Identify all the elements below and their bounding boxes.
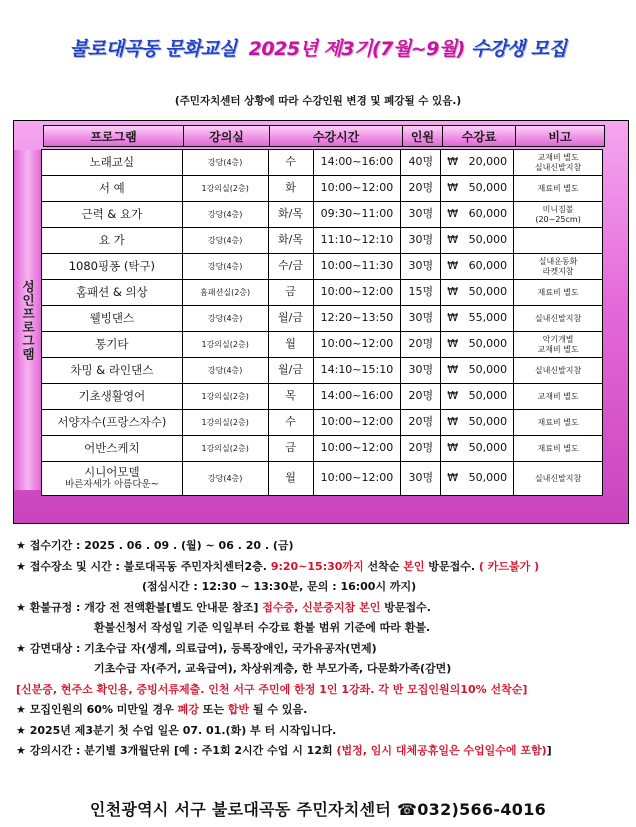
cell-program: 홈패션 & 의상: [42, 280, 183, 306]
note-line: 실내운동화: [538, 257, 578, 267]
cell-time: 10:00~12:00: [314, 332, 402, 358]
fee-currency: ₩: [447, 389, 459, 403]
table-row: [42, 358, 603, 384]
cell-time: 14:00~16:00: [314, 150, 402, 176]
cell-program: 어반스케치: [42, 436, 183, 462]
cell-program: 통기타: [42, 332, 183, 358]
cell-fee: [441, 332, 514, 358]
cell-fee: [441, 280, 514, 306]
fee-amount: 50,000: [468, 415, 508, 429]
cell-capacity: 30명: [401, 254, 441, 280]
cell-note: [514, 410, 603, 436]
info-line-discount-2: 기초수급 자(주거, 교육급여), 차상위계층, 한 부모가족, 다문화가족(감면): [94, 662, 452, 675]
cell-note: [514, 254, 603, 280]
cell-time: 10:00~12:00: [314, 436, 402, 462]
title-part-2: 2025년 제3기(7월~9월): [248, 38, 465, 60]
cell-fee: [441, 228, 514, 254]
cell-day: 월/금: [269, 358, 314, 384]
info-line-documents: [신분증, 현주소 확인용, 증빙서류제출. 인천 서구 주민에 한정 1인 1강좌. 각 반 모집인원의10% 선착순]: [16, 682, 528, 696]
fee-currency: ₩: [447, 285, 459, 299]
cell-note: [514, 306, 603, 332]
note-line: 재료비 별도: [537, 417, 579, 427]
info-line-lunch: (점심시간 : 12:30 ~ 13:30분, 문의 : 16:00시 까지): [142, 580, 417, 593]
refund-visit: 방문접수.: [384, 600, 431, 614]
fee-currency: ₩: [447, 337, 459, 351]
table-row: [42, 462, 603, 496]
note-line: 실내신발지참: [534, 473, 582, 483]
cell-time: 12:20~13:50: [314, 306, 402, 332]
place-text: ★ 접수장소 및 시간 : 불로대곡동 주민자치센터2층.: [16, 559, 267, 573]
cell-capacity: 30명: [401, 358, 441, 384]
cell-fee: [441, 306, 514, 332]
cancel-close: 폐강: [177, 703, 199, 716]
cell-note: [514, 280, 603, 306]
cell-program: 서양자수(프랑스자수): [42, 410, 183, 436]
cell-time: 10:00~12:00: [314, 280, 402, 306]
cell-room: 강당(4층): [183, 358, 269, 384]
fee-amount: 50,000: [468, 441, 508, 455]
cell-room: 강당(4층): [183, 462, 269, 496]
cell-capacity: 30명: [401, 228, 441, 254]
table-row: [42, 228, 603, 254]
cancel-text: ★ 모집인원의 60% 미만일 경우: [16, 703, 174, 716]
cell-fee: [441, 384, 514, 410]
place-first-come: 선착순: [367, 559, 400, 573]
fee-currency: ₩: [447, 181, 459, 195]
cell-time: 10:00~11:30: [314, 254, 402, 280]
info-line-lecture-time: [16, 743, 628, 764]
fee-amount: 50,000: [468, 389, 508, 403]
page-title: [0, 34, 636, 61]
cell-room: 강당(4층): [183, 254, 269, 280]
fee-currency: ₩: [447, 259, 459, 273]
note-line: 실내신발지참: [534, 313, 582, 323]
cell-time: 10:00~12:00: [314, 462, 402, 496]
cell-capacity: 20명: [401, 410, 441, 436]
header-program: 프로그램: [43, 125, 184, 147]
footer-contact: [0, 797, 636, 820]
fee-currency: ₩: [447, 363, 459, 377]
fee-currency: ₩: [447, 233, 459, 247]
title-part-3: 수강생 모집: [471, 38, 567, 60]
footer-org: 인천광역시 서구 불로대곡동 주민자치센터: [89, 800, 392, 819]
cell-capacity: 20명: [401, 176, 441, 202]
note-line: 미니짐볼: [542, 205, 574, 215]
cell-room: 1강의실(2층): [183, 436, 269, 462]
info-line-refund: [16, 600, 628, 621]
cell-capacity: 15명: [401, 280, 441, 306]
phone-icon: ☎: [396, 800, 418, 819]
program-table-board: [13, 120, 629, 524]
info-section: [16, 538, 628, 764]
cell-room: 홈패션실(2층): [183, 280, 269, 306]
fee-currency: ₩: [447, 155, 459, 169]
table-row: [42, 254, 603, 280]
cancel-end: 될 수 있음.: [252, 703, 308, 716]
cell-note: [514, 228, 603, 254]
table-row: [42, 436, 603, 462]
cell-time: 10:00~12:00: [314, 176, 402, 202]
cell-fee: [441, 462, 514, 496]
cell-program: 근력 & 요가: [42, 202, 183, 228]
cell-note: [514, 384, 603, 410]
table-row: [42, 384, 603, 410]
cell-room: 강당(4층): [183, 150, 269, 176]
cancel-or: 또는: [202, 703, 224, 716]
info-line-discount: ★ 감면대상 : 기초수급 자(생계, 의료급여), 등록장애인, 국가유공자(면제): [16, 641, 377, 655]
cell-day: 수: [269, 150, 314, 176]
header-room: 강의실: [184, 125, 270, 147]
cell-note: [514, 332, 603, 358]
cell-time: 11:10~12:10: [314, 228, 402, 254]
note-line: (20~25cm): [535, 214, 581, 224]
note-line: 교재비 별도: [537, 344, 579, 354]
cell-capacity: 20명: [401, 384, 441, 410]
footer-phone: 032)566-4016: [417, 800, 547, 819]
cell-day: 목: [269, 384, 314, 410]
note-line: 교재비 별도: [537, 153, 579, 163]
note-line: 재료비 별도: [537, 443, 579, 453]
lecture-text: ★ 강의시간 : 분기별 3개월단위 [예 : 주1회 2시간 수업 시 12회: [16, 744, 333, 757]
info-line-place: [16, 559, 628, 580]
cell-fee: [441, 176, 514, 202]
info-line-refund-detail: 환불신청서 작성일 기준 익일부터 수강료 환불 범위 기준에 따라 환불.: [94, 621, 431, 634]
cell-day: 수: [269, 410, 314, 436]
note-line: 악기개별: [542, 335, 574, 345]
header-time: 수강시간: [270, 125, 403, 147]
cell-capacity: 30명: [401, 202, 441, 228]
lecture-close-bracket: ]: [546, 744, 552, 757]
cell-day: 금: [269, 280, 314, 306]
cell-note: [514, 150, 603, 176]
cell-program: 노래교실: [42, 150, 183, 176]
cell-note: [514, 462, 603, 496]
table-row: [42, 176, 603, 202]
table-row: [42, 202, 603, 228]
info-line-start: ★ 2025년 제3분기 첫 수업 일은 07. 01.(화) 부 터 시작입니다.: [16, 723, 337, 737]
fee-currency: ₩: [447, 415, 459, 429]
cell-note: [514, 176, 603, 202]
cell-note: [514, 436, 603, 462]
cell-time: 10:00~12:00: [314, 410, 402, 436]
place-hours: 9:20~15:30까지: [270, 559, 364, 573]
refund-required: 접수증, 신분증지참 본인: [262, 600, 381, 614]
cell-room: 1강의실(2층): [183, 332, 269, 358]
header-note: 비고: [516, 125, 605, 147]
cell-program: 요 가: [42, 228, 183, 254]
cell-program: 1080핑퐁 (탁구): [42, 254, 183, 280]
info-line-cancel: [16, 702, 628, 723]
fee-amount: 60,000: [468, 259, 508, 273]
header-capacity: 인원: [403, 125, 443, 147]
cell-program: 기초생활영어: [42, 384, 183, 410]
cell-capacity: 30명: [401, 462, 441, 496]
cell-room: 1강의실(2층): [183, 176, 269, 202]
cell-capacity: 20명: [401, 332, 441, 358]
header-fee: 수강료: [443, 125, 516, 147]
table-row: [42, 410, 603, 436]
cell-fee: [441, 254, 514, 280]
cell-fee: [441, 202, 514, 228]
cell-room: 강당(4층): [183, 306, 269, 332]
cell-day: 월: [269, 332, 314, 358]
cell-day: 월: [269, 462, 314, 496]
cell-day: 금: [269, 436, 314, 462]
note-line: 라켓지참: [542, 266, 574, 276]
cell-room: 강당(4층): [183, 202, 269, 228]
cell-fee: [441, 358, 514, 384]
fee-currency: ₩: [447, 207, 459, 221]
cell-day: 화/목: [269, 202, 314, 228]
fee-amount: 50,000: [468, 285, 508, 299]
cell-fee: [441, 436, 514, 462]
fee-amount: 50,000: [468, 337, 508, 351]
side-label: [14, 150, 41, 490]
program-table: [41, 149, 603, 496]
note-line: 재료비 별도: [537, 183, 579, 193]
table-row: [42, 332, 603, 358]
cell-program: 서 예: [42, 176, 183, 202]
place-in-person: 본인: [403, 559, 425, 573]
table-row: [42, 150, 603, 176]
cell-time: 09:30~11:00: [314, 202, 402, 228]
cell-fee: [441, 410, 514, 436]
cell-time: 14:00~16:00: [314, 384, 402, 410]
lecture-holiday: (법정, 임시 대체공휴일은 수업일수에 포함): [336, 744, 547, 757]
cell-day: 화: [269, 176, 314, 202]
title-part-1: 불로대곡동 문화교실: [69, 38, 237, 60]
cell-note: [514, 358, 603, 384]
note-line: 실내신발지참: [534, 365, 582, 375]
table-row: [42, 280, 603, 306]
program-name: 시니어모델: [84, 465, 140, 480]
fee-currency: ₩: [447, 311, 459, 325]
table-row: [42, 306, 603, 332]
cell-program: 차밍 & 라인댄스: [42, 358, 183, 384]
side-label-text: 성인프로그램: [20, 279, 36, 361]
program-subtitle: 바른자세가 아름다운~: [65, 478, 159, 490]
note-line: 교재비 별도: [537, 391, 579, 401]
place-no-card: ( 카드불가 ): [478, 559, 540, 573]
fee-currency: ₩: [447, 441, 459, 455]
cell-capacity: 30명: [401, 306, 441, 332]
fee-currency: ₩: [447, 471, 459, 485]
cell-program: 웰빙댄스: [42, 306, 183, 332]
note-line: 실내신발지참: [534, 162, 582, 172]
fee-amount: 60,000: [468, 207, 508, 221]
fee-amount: 20,000: [468, 155, 508, 169]
fee-amount: 50,000: [468, 233, 508, 247]
refund-text: ★ 환불규정 : 개강 전 전액환불[별도 안내문 참조]: [16, 600, 259, 614]
cell-program: [42, 462, 183, 496]
fee-amount: 50,000: [468, 471, 508, 485]
table-header: [43, 125, 605, 147]
cancel-merge: 합반: [227, 703, 250, 716]
cell-capacity: 40명: [401, 150, 441, 176]
place-visit: 방문접수.: [428, 559, 476, 573]
cell-room: 강당(4층): [183, 228, 269, 254]
note-line: 재료비 별도: [537, 287, 579, 297]
notice-text: (주민자치센터 상황에 따라 수강인원 변경 및 폐강될 수 있음.): [174, 95, 462, 107]
cell-day: 수/금: [269, 254, 314, 280]
fee-amount: 50,000: [468, 181, 508, 195]
cell-day: 월/금: [269, 306, 314, 332]
cell-day: 화/목: [269, 228, 314, 254]
cell-room: 1강의실(2층): [183, 384, 269, 410]
cell-capacity: 20명: [401, 436, 441, 462]
fee-amount: 50,000: [468, 363, 508, 377]
cell-note: [514, 202, 603, 228]
cell-room: 1강의실(2층): [183, 410, 269, 436]
fee-amount: 55,000: [468, 311, 508, 325]
info-line-period: ★ 접수기간 : 2025 . 06 . 09 . (월) ~ 06 . 20 . (금): [16, 539, 294, 552]
cell-time: 14:10~15:10: [314, 358, 402, 384]
cell-fee: [441, 150, 514, 176]
